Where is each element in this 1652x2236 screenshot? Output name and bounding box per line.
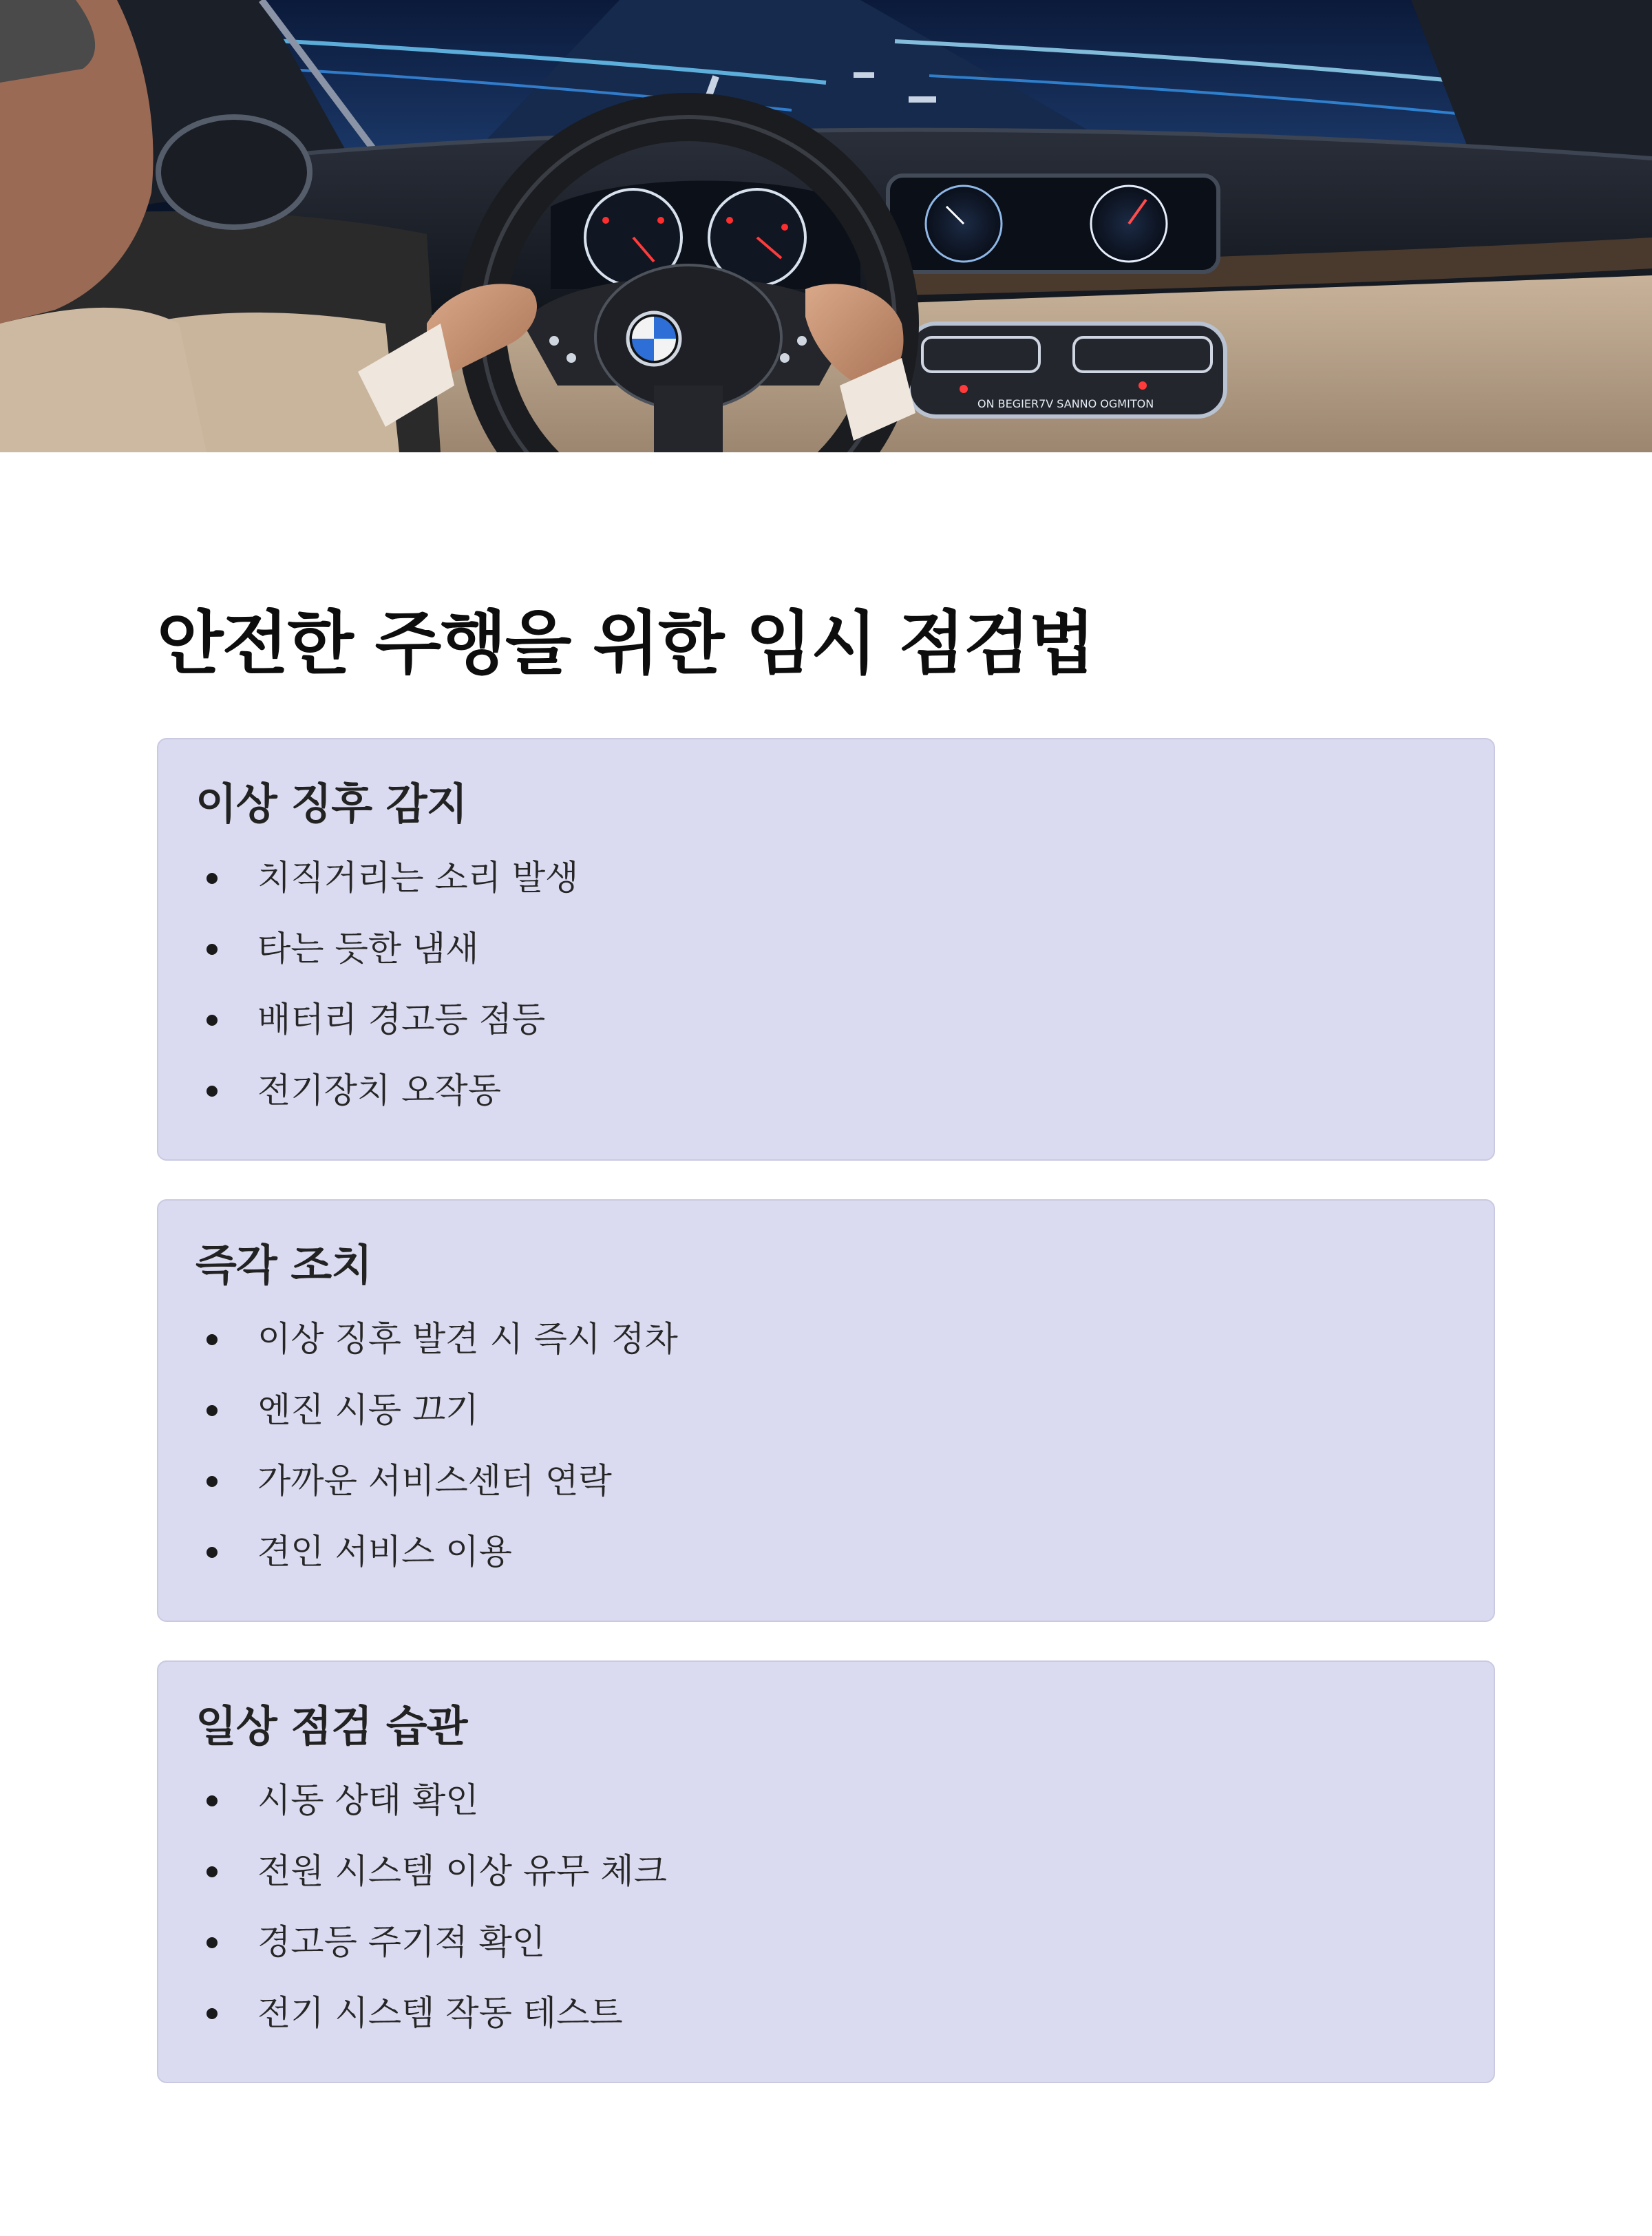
list-item [195,843,1457,914]
list-item [195,1304,1457,1375]
list-item-text: 배터리 경고등 점등 [257,1000,546,1040]
bullet-list [195,1765,1457,2049]
list-item [195,1907,1457,1978]
list-item-text: 견인 서비스 이용 [257,1532,512,1572]
list-item [195,1836,1457,1907]
bullet-icon [206,1795,218,1806]
bullet-icon [206,1547,218,1558]
bullet-icon [206,1476,218,1487]
list-item-text: 엔진 시동 끄기 [257,1390,479,1430]
list-item-text: 치직거리는 소리 발생 [257,858,579,898]
bullet-icon [206,1405,218,1416]
section-title: 일상 점검 습관 [195,1701,467,1751]
list-item-text: 경고등 주기적 확인 [257,1922,546,1962]
section-title: 이상 징후 감지 [195,779,467,829]
bullet-icon [206,1015,218,1026]
bullet-list [195,1304,1457,1588]
list-item [195,1375,1457,1446]
list-item-text: 가까운 서비스센터 연락 [257,1461,612,1501]
bullet-icon [206,1086,218,1097]
list-item [195,1517,1457,1588]
section-card-daily-check [157,1660,1495,2083]
bullet-icon [206,944,218,955]
dash-label: ON BEGIER7V SANNO OGMITON [977,397,1154,410]
bullet-icon [206,1937,218,1948]
bullet-icon [206,1334,218,1345]
section-card-immediate-action [157,1199,1495,1622]
bullet-icon [206,1866,218,1877]
hero-image [0,0,1652,452]
page-title: 안전한 주행을 위한 임시 점검법 [157,603,1094,684]
list-item-text: 이상 징후 발견 시 즉시 정차 [257,1319,678,1359]
bullet-icon [206,873,218,884]
list-item-text: 시동 상태 확인 [257,1780,479,1820]
bullet-icon [206,2008,218,2019]
list-item-text: 타는 듯한 냄새 [257,929,479,969]
section-card-warning-signs [157,738,1495,1161]
steering-wheel-logo [628,313,680,365]
list-item [195,984,1457,1055]
list-item-text: 전기 시스템 작동 테스트 [257,1993,623,2033]
list-item-text: 전원 시스템 이상 유무 체크 [257,1851,667,1891]
list-item [195,1446,1457,1517]
bullet-list [195,843,1457,1126]
list-item [195,1978,1457,2049]
list-item-text: 전기장치 오작동 [257,1070,501,1110]
list-item [195,1765,1457,1836]
list-item [195,1055,1457,1126]
list-item [195,914,1457,984]
main-content [157,592,1495,2083]
section-title: 즉각 조치 [195,1240,372,1290]
